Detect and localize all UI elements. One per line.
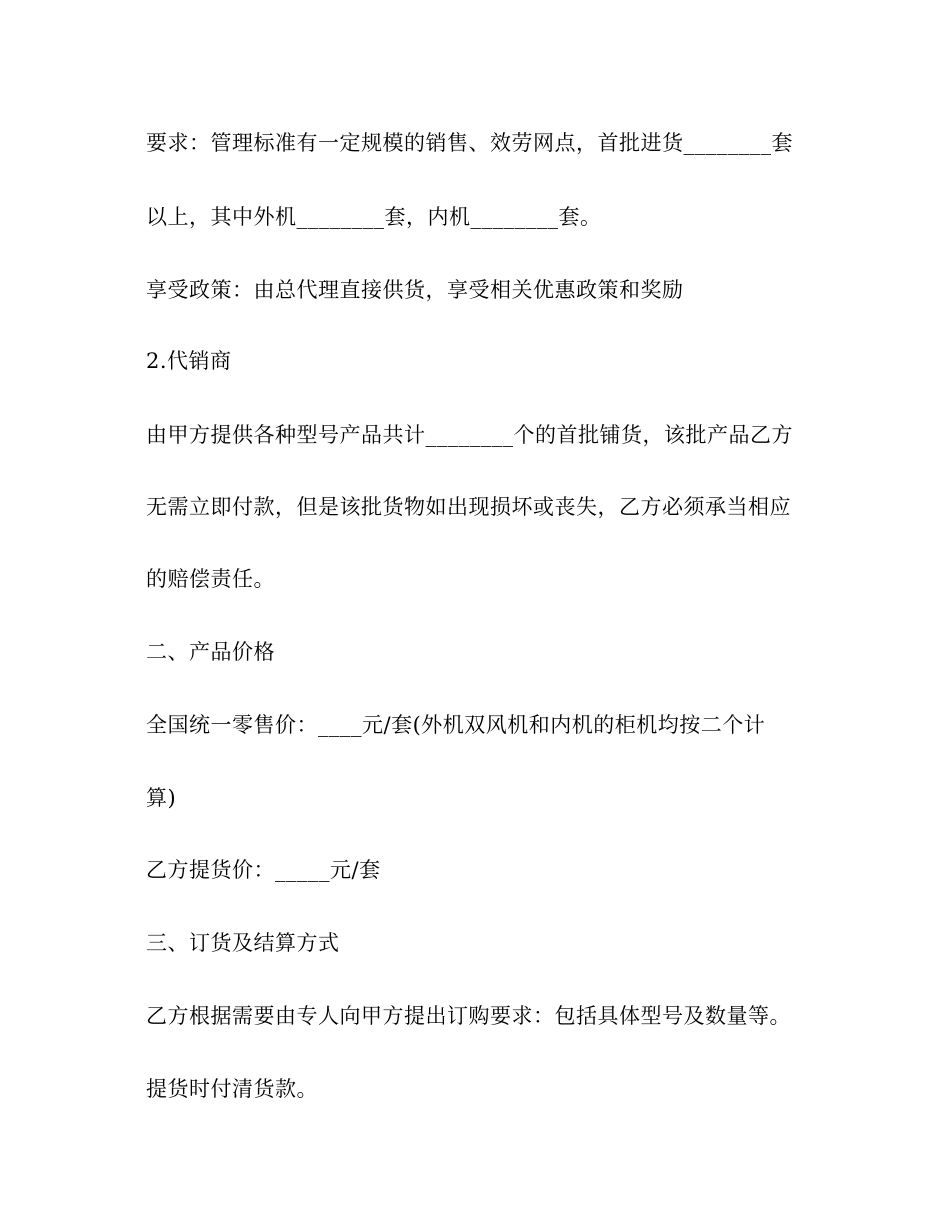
- policy-line: 享受政策：由总代理直接供货，享受相关优惠政策和奖励: [146, 278, 684, 302]
- section-heading-consignee: 2.代销商: [146, 349, 232, 373]
- requirement-line-2: 以上，其中外机________套，内机________套。: [146, 205, 602, 229]
- requirement-line-1: 要求：管理标准有一定规模的销售、效劳网点，首批进货________套: [146, 131, 793, 155]
- section-heading-price: 二、产品价格: [146, 640, 275, 664]
- consignee-line-2: 无需立即付款，但是该批货物如出现损坏或丧失，乙方必须承当相应: [146, 495, 791, 519]
- pickup-price-line: 乙方提货价：_____元/套: [146, 858, 381, 882]
- settlement-line-2: 提货时付清货款。: [146, 1077, 318, 1101]
- settlement-line-1: 乙方根据需要由专人向甲方提出订购要求：包括具体型号及数量等。: [146, 1004, 791, 1028]
- retail-price-line-1: 全国统一零售价：____元/套(外机双风机和内机的柜机均按二个计: [146, 713, 766, 737]
- retail-price-line-2: 算): [146, 786, 177, 810]
- section-heading-settlement: 三、订货及结算方式: [146, 931, 340, 955]
- consignee-line-3: 的赔偿责任。: [146, 567, 275, 591]
- consignee-line-1: 由甲方提供各种型号产品共计________个的首批铺货，该批产品乙方: [146, 423, 793, 447]
